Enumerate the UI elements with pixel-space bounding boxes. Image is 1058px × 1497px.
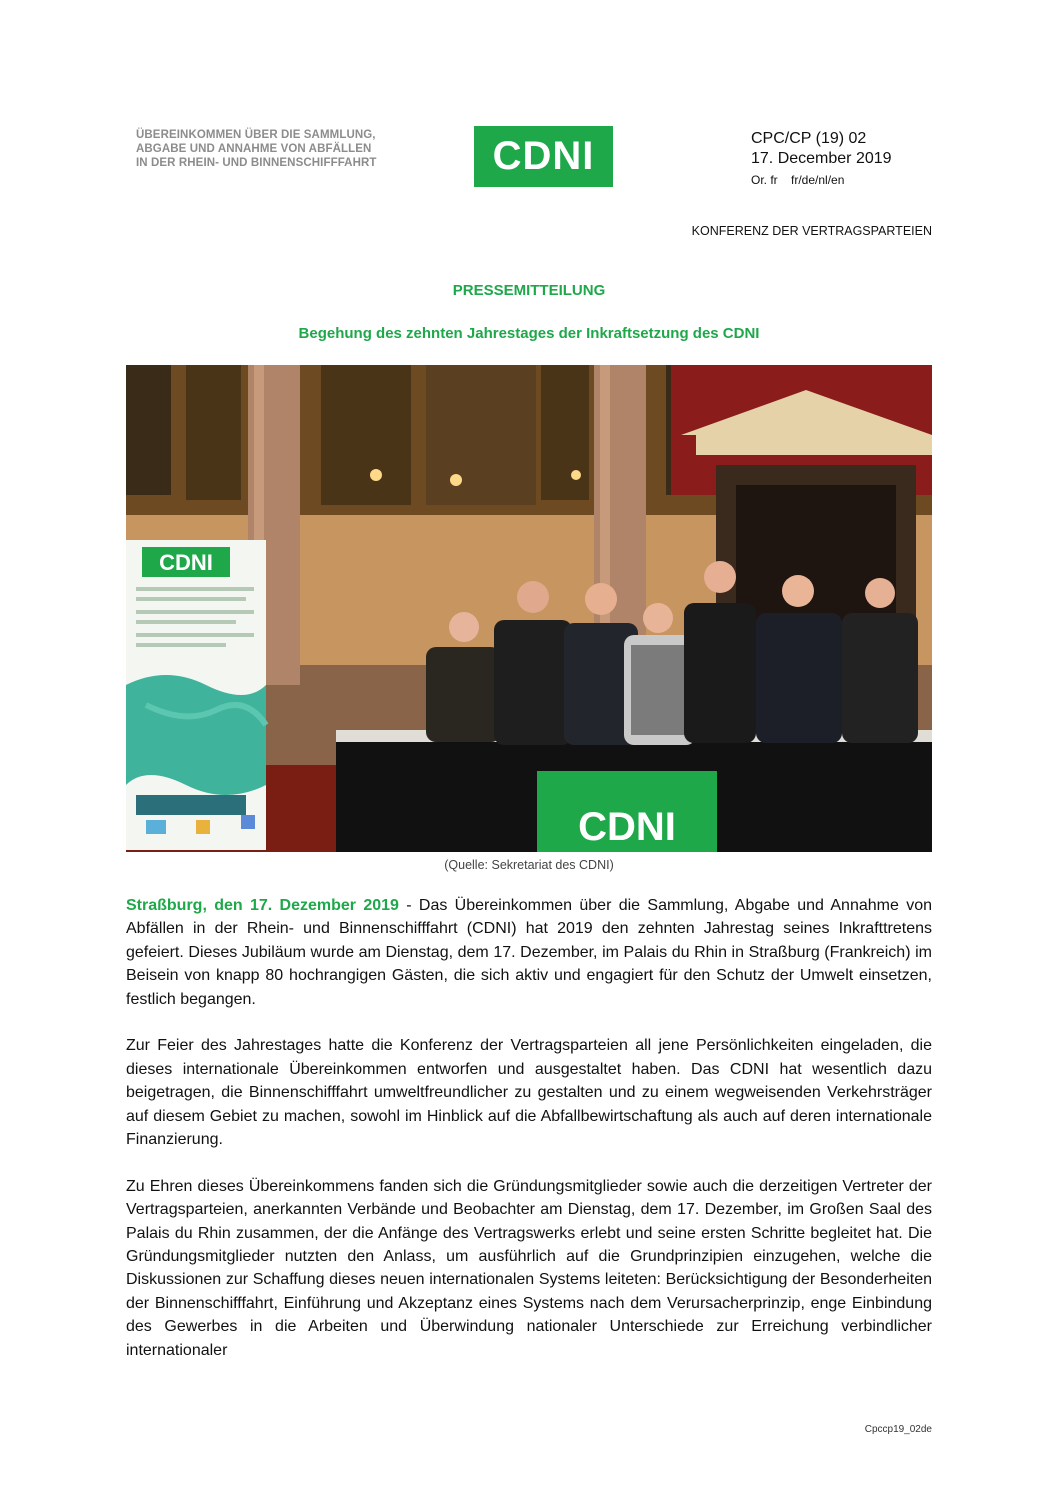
document-date: 17. December 2019: [751, 150, 892, 167]
document-reference: [751, 129, 892, 191]
paragraph-2: Zur Feier des Jahrestages hatte die Konferenz der Vertragsparteien all jene Persönlichkeiten eingeladen, die dieses internationale Übereinkommen entworfen und ausgestaltet haben. Das CDNI hat wesentlich dazu beigetragen, die Binnenschifffahrt umweltfreundlicher zu gestalten und zu einem wegweisenden Verkehrsträger auf diesem Gebiet zu machen, sowohl im Hinblick auf die Abfallbewirtschaftung als auch auf deren internationale Finanzierung.: [126, 1037, 932, 1149]
document-number: CPC/CP (19) 02: [751, 130, 867, 147]
org-line-1: ÜBEREINKOMMEN ÜBER DIE SAMMLUNG,: [136, 129, 376, 141]
cdni-logo: CDNI: [474, 126, 613, 187]
poster-logo: CDNI: [159, 550, 213, 575]
organization-name: [136, 128, 436, 170]
org-line-2: ABGABE UND ANNAHME VON ABFÄLLEN: [136, 143, 372, 155]
conference-label: KONFERENZ DER VERTRAGSPARTEIEN: [691, 224, 932, 238]
press-release-subtitle: Begehung des zehnten Jahrestages der Inkraftsetzung des CDNI: [298, 325, 760, 342]
paragraph-1: [126, 894, 932, 1011]
org-line-3: IN DER RHEIN- UND BINNENSCHIFFFAHRT: [136, 157, 377, 169]
paragraph-1-text: - Das Übereinkommen über die Sammlung, Abgabe und Annahme von Abfällen in der Rhein- und Binnenschifffahrt (CDNI) hat 2019 den zehnten Jahrestag seines Inkrafttretens gefeiert. Dieses Jubiläum wurde am Dienstag, dem 17. Dezember, im Palais du Rhin in Straßburg (Frankreich) im Beisein von knapp 80 hochrangigen Gästen, die sich aktiv und engagiert für den Schutz der Umwelt einsetzen, festlich begangen.: [126, 897, 932, 1008]
press-release-body: [126, 894, 932, 1385]
photo-caption: (Quelle: Sekretariat des CDNI): [444, 858, 614, 872]
footer-reference: Cpccp19_02de: [864, 1424, 932, 1435]
banner-logo: CDNI: [578, 805, 676, 849]
press-release-title: PRESSEMITTEILUNG: [452, 282, 606, 299]
paragraph-3: Zu Ehren dieses Übereinkommens fanden sich die Gründungsmitglieder sowie auch die derzeitigen Vertreter der Vertragsparteien, anerkannten Verbände und Beobachter am Dienstag, dem 17. Dezember, im Großen Saal des Palais du Rhin zusammen, der die Anfänge des Vertragswerks erlebt und seine ersten Schritte begleitet hat. Die Gründungsmitglieder nutzten den Anlass, um ausführlich auf die Grundprinzipien einzugehen, welche die Diskussionen zur Schaffung dieses neuen internationalen Systems leiteten: Berücksichtigung der Besonderheiten der Binnenschifffahrt, Einführung und Akzeptanz eines Systems nach dem Verursacherprinzip, enge Einbindung des Gewerbes in die Arbeiten und Überwindung nationaler Unterschiede zur Erreichung verbindlicher internationaler: [126, 1177, 932, 1359]
dateline: Straßburg, den 17. Dezember 2019: [126, 897, 399, 914]
document-languages: Or. fr fr/de/nl/en: [751, 173, 845, 187]
event-photo-illustration: [126, 365, 932, 852]
event-photo: [126, 365, 932, 852]
